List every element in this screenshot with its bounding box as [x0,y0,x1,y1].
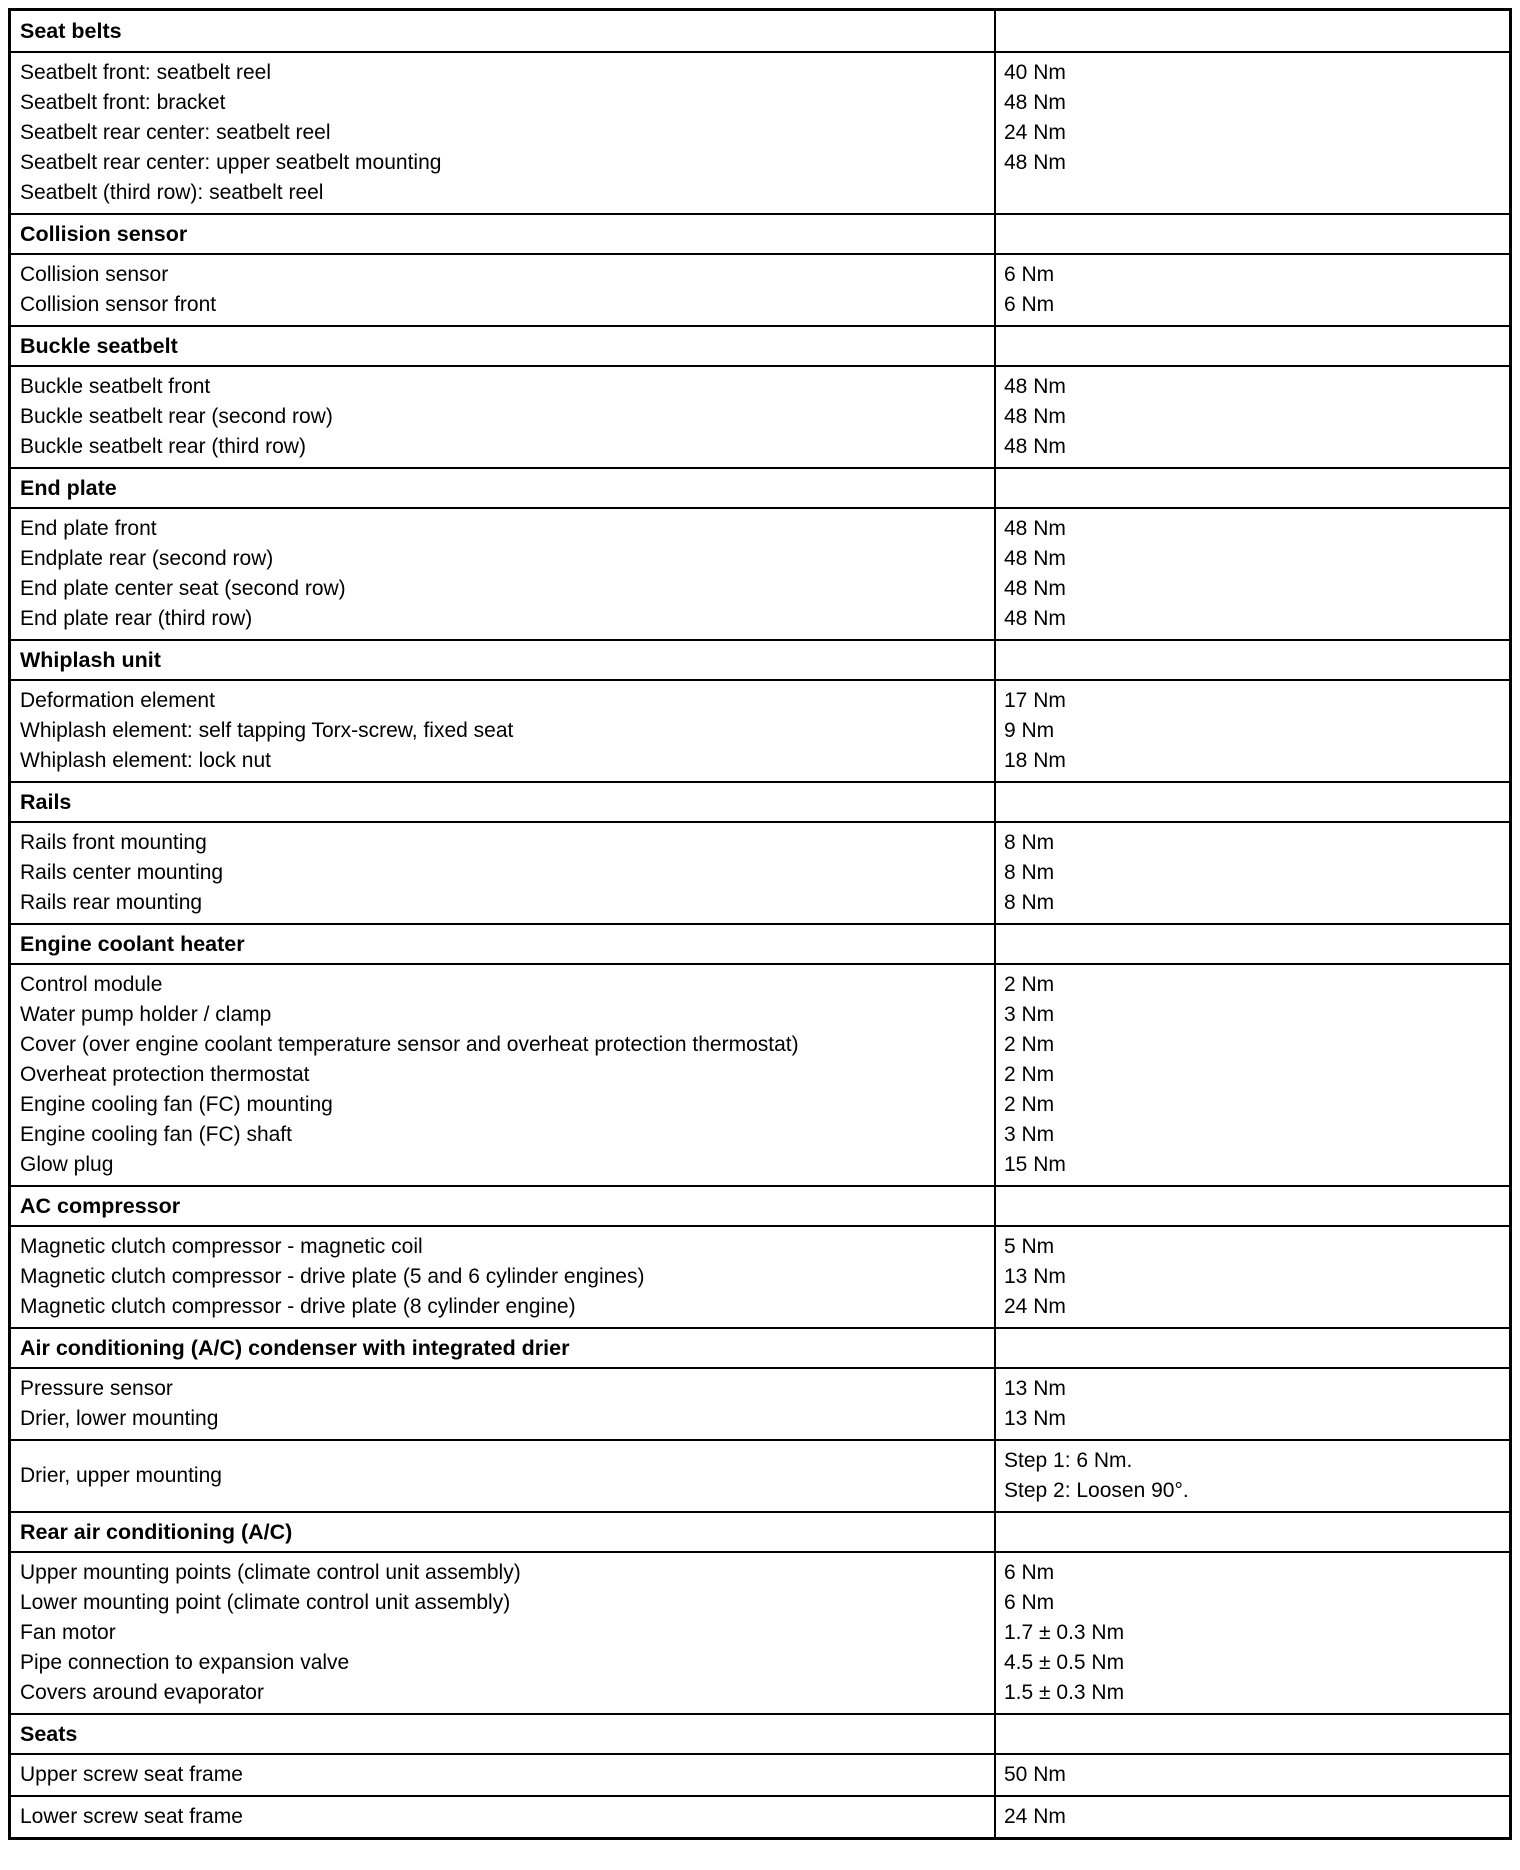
spec-label-cell [11,681,996,781]
section-header-value-cell [996,641,1509,679]
spec-value: 8 Nm [1004,861,1055,884]
section-header-row [11,781,1509,821]
spec-row [11,1225,1509,1327]
spec-label: Drier, upper mounting [20,1464,222,1487]
spec-label: Endplate rear (second row) [20,547,274,570]
section-title-cell [11,641,996,679]
spec-value: Step 1: 6 Nm. [1004,1449,1133,1472]
section-header-row [11,325,1509,365]
spec-value-cell [996,1797,1509,1837]
spec-label-cell [11,509,996,639]
spec-value: 4.5 ± 0.5 Nm [1004,1651,1125,1674]
spec-value-cell [996,681,1509,781]
spec-label-cell [11,1553,996,1713]
spec-label: Magnetic clutch compressor - drive plate (5 and 6 cylinder engines) [20,1265,645,1288]
spec-value: 9 Nm [1004,719,1055,742]
spec-value-cell [996,1755,1509,1795]
spec-value: 3 Nm [1004,1123,1055,1146]
spec-row [11,365,1509,467]
spec-label-cell [11,1755,996,1795]
spec-value: 24 Nm [1004,121,1066,144]
spec-value: 13 Nm [1004,1265,1066,1288]
spec-value: 6 Nm [1004,1591,1055,1614]
spec-label-cell [11,367,996,467]
spec-label: Control module [20,973,163,996]
spec-label: Whiplash element: lock nut [20,749,271,772]
spec-label: Cover (over engine coolant temperature sensor and overheat protection thermostat) [20,1033,799,1056]
section-title-cell [11,1187,996,1225]
spec-row [11,679,1509,781]
section-header-value-cell [996,1187,1509,1225]
spec-label: Pressure sensor [20,1377,173,1400]
section-header-value-cell [996,327,1509,365]
spec-label-cell [11,1441,996,1511]
spec-label: Buckle seatbelt rear (third row) [20,435,306,458]
spec-label: Upper screw seat frame [20,1763,243,1786]
spec-value-cell [996,255,1509,325]
spec-label: Lower screw seat frame [20,1805,243,1828]
section-title: Seats [20,1721,78,1746]
spec-value: 2 Nm [1004,973,1055,996]
spec-value: 5 Nm [1004,1235,1055,1258]
spec-value: 8 Nm [1004,891,1055,914]
spec-value-cell [996,1553,1509,1713]
spec-row [11,1367,1509,1439]
spec-label: Seatbelt (third row): seatbelt reel [20,181,324,204]
spec-label: Drier, lower mounting [20,1407,219,1430]
section-title-cell [11,11,996,51]
spec-value-cell [996,823,1509,923]
spec-label: Whiplash element: self tapping Torx-screw, fixed seat [20,719,514,742]
spec-label: End plate center seat (second row) [20,577,346,600]
section-title: Air conditioning (A/C) condenser with integrated drier [20,1335,570,1360]
section-title: Buckle seatbelt [20,333,178,358]
spec-value: 6 Nm [1004,1561,1055,1584]
spec-label: Rails rear mounting [20,891,203,914]
section-title: Engine coolant heater [20,931,245,956]
section-title: Seat belts [20,18,122,43]
spec-value: 13 Nm [1004,1377,1066,1400]
spec-value-cell [996,1441,1509,1511]
spec-value: 2 Nm [1004,1063,1055,1086]
spec-value: 48 Nm [1004,577,1066,600]
section-title: Collision sensor [20,221,188,246]
spec-label-cell [11,823,996,923]
spec-label: Seatbelt front: bracket [20,91,226,114]
section-header-value-cell [996,1513,1509,1551]
spec-value: 48 Nm [1004,435,1066,458]
section-title: Rear air conditioning (A/C) [20,1519,293,1544]
spec-label-cell [11,53,996,213]
section-title: Rails [20,789,72,814]
spec-label: Deformation element [20,689,215,712]
spec-value: 48 Nm [1004,547,1066,570]
section-title-cell [11,469,996,507]
section-header-row [11,11,1509,51]
spec-row [11,51,1509,213]
spec-label: Collision sensor front [20,293,217,316]
section-header-value-cell [996,469,1509,507]
spec-row [11,507,1509,639]
spec-row [11,1795,1509,1837]
spec-value: 40 Nm [1004,61,1066,84]
spec-label: Seatbelt front: seatbelt reel [20,61,271,84]
spec-label: Engine cooling fan (FC) shaft [20,1123,292,1146]
section-title: Whiplash unit [20,647,161,672]
spec-value-cell [996,965,1509,1185]
spec-value: 18 Nm [1004,749,1066,772]
spec-value: Step 2: Loosen 90°. [1004,1479,1189,1502]
spec-value: 48 Nm [1004,607,1066,630]
spec-label: Glow plug [20,1153,114,1176]
spec-label: End plate front [20,517,157,540]
spec-value: 2 Nm [1004,1033,1055,1056]
spec-value-cell [996,1369,1509,1439]
spec-row [11,1753,1509,1795]
section-title-cell [11,783,996,821]
spec-label: End plate rear (third row) [20,607,253,630]
spec-label: Lower mounting point (climate control unit assembly) [20,1591,511,1614]
spec-label: Magnetic clutch compressor - drive plate (8 cylinder engine) [20,1295,576,1318]
spec-value: 1.7 ± 0.3 Nm [1004,1621,1125,1644]
section-header-row [11,923,1509,963]
spec-label-cell [11,1797,996,1837]
section-title-cell [11,327,996,365]
section-header-row [11,213,1509,253]
section-header-value-cell [996,925,1509,963]
spec-value: 24 Nm [1004,1805,1066,1828]
spec-value: 8 Nm [1004,831,1055,854]
section-header-value-cell [996,11,1509,51]
spec-label: Overheat protection thermostat [20,1063,310,1086]
section-header-value-cell [996,783,1509,821]
spec-label: Buckle seatbelt rear (second row) [20,405,333,428]
spec-label-cell [11,255,996,325]
spec-label: Magnetic clutch compressor - magnetic coil [20,1235,423,1258]
section-title-cell [11,1513,996,1551]
section-header-value-cell [996,1715,1509,1753]
spec-label: Collision sensor [20,263,169,286]
spec-value: 1.5 ± 0.3 Nm [1004,1681,1125,1704]
spec-label: Fan motor [20,1621,116,1644]
spec-value: 50 Nm [1004,1763,1066,1786]
spec-label: Pipe connection to expansion valve [20,1651,350,1674]
spec-row [11,963,1509,1185]
spec-label: Covers around evaporator [20,1681,264,1704]
spec-value-cell [996,53,1509,213]
spec-label: Buckle seatbelt front [20,375,211,398]
spec-value: 2 Nm [1004,1093,1055,1116]
section-header-row [11,1713,1509,1753]
spec-label: Rails front mounting [20,831,207,854]
spec-row [11,1439,1509,1511]
torque-spec-table [8,8,1512,1840]
spec-label-cell [11,1227,996,1327]
spec-value-cell [996,509,1509,639]
spec-value: 15 Nm [1004,1153,1066,1176]
spec-value: 48 Nm [1004,405,1066,428]
spec-value: 48 Nm [1004,151,1066,174]
spec-value: 48 Nm [1004,517,1066,540]
spec-value: 48 Nm [1004,91,1066,114]
section-header-value-cell [996,1329,1509,1367]
section-header-row [11,467,1509,507]
section-title-cell [11,1329,996,1367]
spec-label: Water pump holder / clamp [20,1003,272,1026]
spec-label: Seatbelt rear center: upper seatbelt mounting [20,151,442,174]
section-header-row [11,639,1509,679]
section-header-row [11,1327,1509,1367]
section-header-row [11,1511,1509,1551]
spec-row [11,821,1509,923]
spec-value: 3 Nm [1004,1003,1055,1026]
section-header-value-cell [996,215,1509,253]
spec-label: Upper mounting points (climate control unit assembly) [20,1561,521,1584]
spec-label: Rails center mounting [20,861,224,884]
section-title-cell [11,1715,996,1753]
section-title-cell [11,215,996,253]
spec-value: 6 Nm [1004,263,1055,286]
spec-value: 17 Nm [1004,689,1066,712]
spec-value-cell [996,367,1509,467]
section-header-row [11,1185,1509,1225]
spec-label-cell [11,1369,996,1439]
section-title: AC compressor [20,1193,181,1218]
spec-value-cell [996,1227,1509,1327]
spec-value: 24 Nm [1004,1295,1066,1318]
spec-row [11,1551,1509,1713]
spec-label: Engine cooling fan (FC) mounting [20,1093,333,1116]
spec-label: Seatbelt rear center: seatbelt reel [20,121,331,144]
spec-value: 48 Nm [1004,375,1066,398]
spec-label-cell [11,965,996,1185]
spec-value: 6 Nm [1004,293,1055,316]
section-title: End plate [20,475,117,500]
section-title-cell [11,925,996,963]
spec-value: 13 Nm [1004,1407,1066,1430]
spec-row [11,253,1509,325]
